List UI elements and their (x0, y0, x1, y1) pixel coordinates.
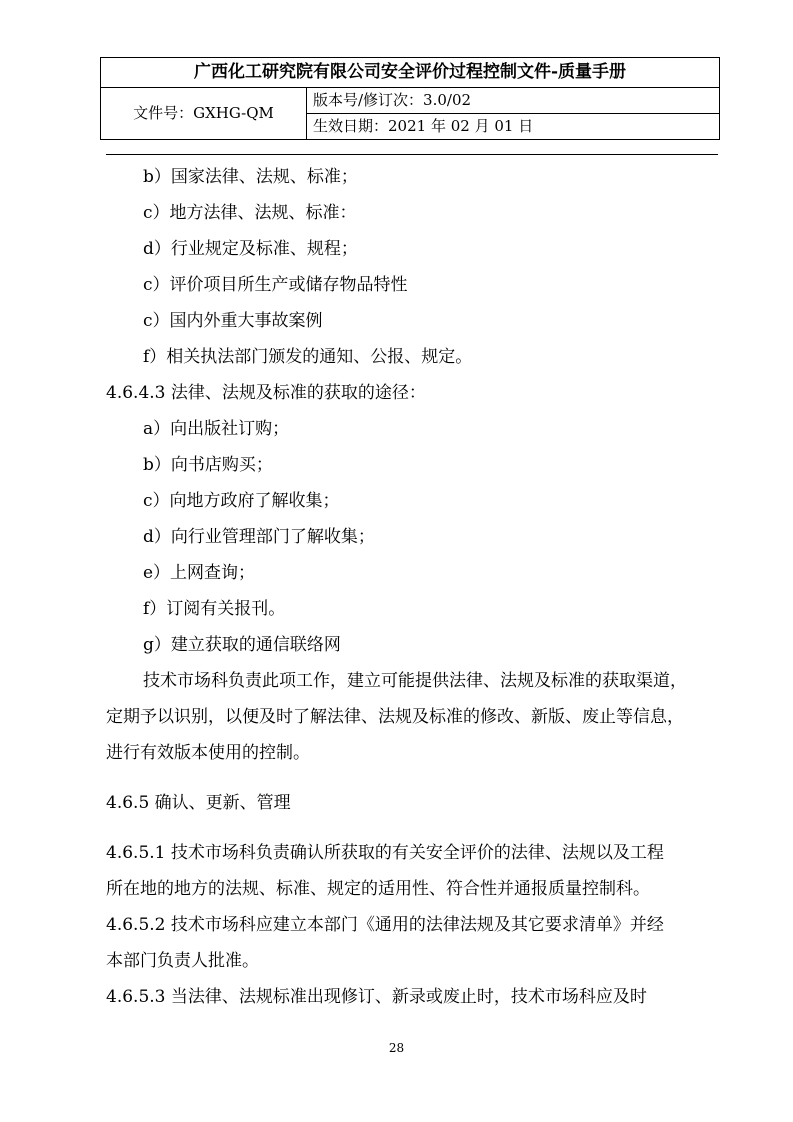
paragraph-line: 定期予以识别，以便及时了解法律、法规及标准的修改、新版、废止等信息， (106, 707, 684, 727)
paragraph-line: 4.6.5.1 技术市场科负责确认所获取的有关安全评价的法律、法规以及工程 (106, 843, 664, 863)
list-item: c）国内外重大事故案例 (143, 311, 323, 331)
document-header (100, 57, 720, 140)
list-item: a）向出版社订购； (143, 419, 290, 439)
list-item: f）相关执法部门颁发的通知、公报、规定。 (143, 347, 473, 367)
section-heading: 4.6.5 确认、更新、管理 (106, 793, 291, 813)
list-item: c）地方法律、法规、标准： (143, 203, 357, 223)
list-item: b）国家法律、法规、标准； (143, 167, 358, 187)
list-item: c）评价项目所生产或储存物品特性 (143, 275, 408, 295)
list-item: d）向行业管理部门了解收集； (143, 527, 375, 547)
list-item: e）上网查询； (143, 563, 256, 583)
document-body (106, 159, 718, 1015)
paragraph-line: 技术市场科负责此项工作，建立可能提供法律、法规及标准的获取渠道， (143, 671, 687, 691)
paragraph-line: 进行有效版本使用的控制。 (106, 743, 310, 763)
list-item: b）向书店购买； (143, 455, 273, 475)
list-item: d）行业规定及标准、规程； (143, 239, 358, 259)
paragraph-line: 4.6.5.2 技术市场科应建立本部门《通用的法律法规及其它要求清单》并经 (106, 915, 664, 935)
header-divider (106, 154, 718, 155)
page-number: 28 (388, 1041, 405, 1055)
list-item: c）向地方政府了解收集； (143, 491, 340, 511)
paragraph-line: 所在地的地方的法规、标准、规定的适用性、符合性并通报质量控制科。 (106, 879, 650, 899)
version-number: 版本号/修订次：3.0/02 (307, 88, 720, 114)
paragraph-line: 4.6.5.3 当法律、法规标准出现修订、新录或废止时，技术市场科应及时 (106, 987, 647, 1007)
section-heading: 4.6.4.3 法律、法规及标准的获取的途径： (106, 383, 426, 403)
paragraph-line: 本部门负责人批准。 (106, 951, 259, 971)
effective-date: 生效日期：2021 年 02 月 01 日 (307, 114, 720, 140)
list-item: f）订阅有关报刊。 (143, 599, 286, 619)
document-number: 文件号：GXHG-QM (101, 88, 307, 140)
document-title: 广西化工研究院有限公司安全评价过程控制文件-质量手册 (101, 58, 720, 88)
list-item: g）建立获取的通信联络网 (143, 635, 341, 655)
